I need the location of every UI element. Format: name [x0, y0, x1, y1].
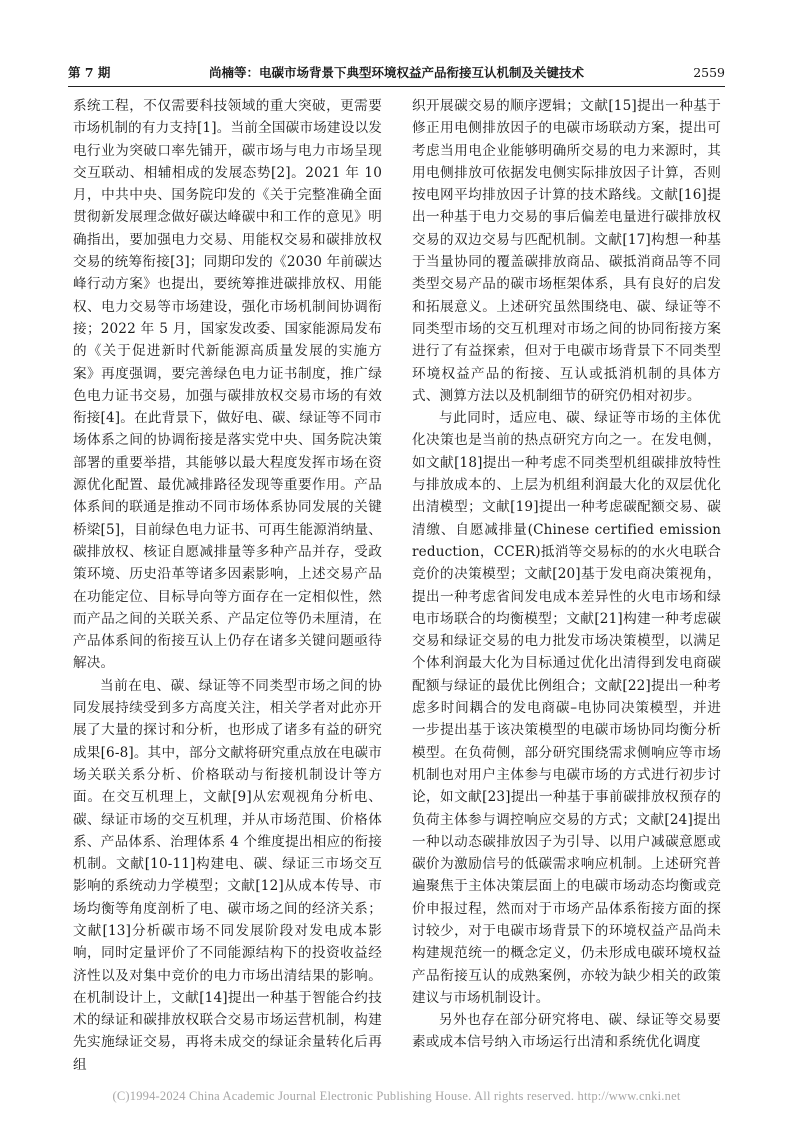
header-rule [68, 86, 725, 87]
issue-number: 第 7 期 [68, 65, 111, 80]
paragraph-left-2: 当前在电、碳、绿证等不同类型市场之间的协同发展持续受到多方高度关注，相关学者对此亦开展了大量的探讨和分析，也形成了诸多有益的研究成果[6-8]。其中，部分文献将研究重点放在电碳市场关联关系分析、价格联动与衔接机制设计等方面。在交互机理上，文献[9]从宏观视角分析电、碳、绿证市场的交互机理，并从市场范围、价格体系、产品体系、治理体系 4 个维度提出相应的衔接机制。文献[10-11]构建电、碳、绿证三市场交互影响的系统动力学模型；文献[12]从成本传导、市场均衡等角度剖析了电、碳市场之间的经济关系；文献[13]分析碳市场不同发展阶段对发电成本影响，同时定量评价了不同能源结构下的投资收益经济性以及对集中竞价的电力市场出清结果的影响。在机制设计上，文献[14]提出一种基于智能合约技术的绿证和碳排放权联合交易市场运营机制，构建先实施绿证交易，再将未成交的绿证余量转化后再组 [73, 677, 382, 1073]
paragraph-left-1: 系统工程，不仅需要科技领域的重大突破，更需要市场机制的有力支持[1]。当前全国碳市场建设以发电行业为突破口率先铺开，碳市场与电力市场呈现交互联动、相辅相成的发展态势[2]。2021 年 10 月，中共中央、国务院印发的《关于完整准确全面贯彻新发展理念做好碳达峰碳中和工作的意见》明确指出，要加强电力交易、用能权交易和碳排放权交易的统筹衔接[3]；同期印发的《2030 年前碳达峰行动方案》也提出，要统筹推进碳排放权、用能权、电力交易等市场建设，强化市场机制间协调衔接；2022 年 5 月，国家发改委、国家能源局发布的《关于促进新时代新能源高质量发展的实施方案》再度强调，要完善绿色电力证书制度，推广绿色电力证书交易，加强与碳排放权交易市场的有效衔接[4]。在此背景下，做好电、碳、绿证等不同市场体系之间的协调衔接是落实党中央、国务院决策部署的重要举措，其能够以最大程度发挥市场在资源优化配置、最优减排路径发现等重要作用。产品体系间的联通是推动不同市场体系协同发展的关键桥梁[5]，目前绿色电力证书、可再生能源消纳量、碳排放权、核证自愿减排量等多种产品并存，受政策环境、历史沿革等诸多因素影响，上述交易产品在功能定位、目标导向等方面存在一定相似性，然而产品之间的关联关系、产品定位等仍未厘清，在产品体系间的衔接互认上仍存在诸多关键问题亟待解决。 [73, 98, 382, 672]
left-column [73, 95, 382, 1076]
paragraph-right-3: 另外也存在部分研究将电、碳、绿证等交易要素或成本信号纳入市场运行出清和系统优化调度 [412, 1012, 721, 1051]
paragraph-right-2: 与此同时，适应电、碳、绿证等市场的主体优化决策也是当前的热点研究方向之一。在发电侧，如文献[18]提出一种考虑不同类型机组碳排放特性与排放成本的、上层为机组利润最大化的双层优化出清模型；文献[19]提出一种考虑碳配额交易、碳清缴、自愿减排量(Chinese certified emission reduction，CCER)抵消等交易标的的水火电联合竞价的决策模型；文献[20]基于发电商决策视角，提出一种考虑省间发电成本差异性的火电市场和绿电市场联合的均衡模型；文献[21]构建一种考虑碳交易和绿证交易的电力批发市场决策模型，以满足个体利润最大化为目标通过优化出清得到发电商碳配额与绿证的最优比例组合；文献[22]提出一种考虑多时间耦合的发电商碳–电协同决策模型，并进一步提出基于该决策模型的电碳市场协同均衡分析模型。在负荷侧，部分研究围绕需求侧响应等市场机制也对用户主体参与电碳市场的方式进行初步讨论，如文献[23]提出一种基于事前碳排放权预存的负荷主体参与调控响应交易的方式；文献[24]提出一种以动态碳排放因子为引导、以用户减碳意愿或碳价为激励信号的低碳需求响应机制。上述研究普遍聚焦于主体决策层面上的电碳市场动态均衡或竞价申报过程，然而对于市场产品体系衔接方面的探讨较少，对于电碳市场背景下的环境权益产品尚未构建规范统一的概念定义，仍未形成电碳环境权益产品衔接互认的成熟案例，亦较为缺少相关的政策建议与市场机制设计。 [412, 410, 721, 1006]
running-title: 尚楠等：电碳市场背景下典型环境权益产品衔接互认机制及关键技术 [208, 65, 584, 80]
paragraph-right-1: 织开展碳交易的顺序逻辑；文献[15]提出一种基于修正用电侧排放因子的电碳市场联动方案，提出可考虑当用电企业能够明确所交易的电力来源时，其用电侧排放可依据发电侧实际排放因子计算，否则按电网平均排放因子计算的技术路线。文献[16]提出一种基于电力交易的事后偏差电量进行碳排放权交易的双边交易与匹配机制。文献[17]构想一种基于当量协同的覆盖碳排放商品、碳抵消商品等不同类型交易产品的碳市场框架体系，具有良好的启发和拓展意义。上述研究虽然围绕电、碳、绿证等不同类型市场的交互机理对市场之间的协同衔接方案进行了有益探索，但对于电碳市场背景下不同类型环境权益产品的衔接、互认或抵消机制的具体方式、测算方法以及机制细节的研究仍相对初步。 [412, 98, 721, 404]
copyright-footer: (C)1994-2024 China Academic Journal Electronic Publishing House. All rights reserved. http://www.cnki.net [112, 1089, 681, 1103]
right-column [412, 95, 721, 1054]
running-header [68, 62, 725, 84]
page-number: 2559 [693, 65, 725, 80]
